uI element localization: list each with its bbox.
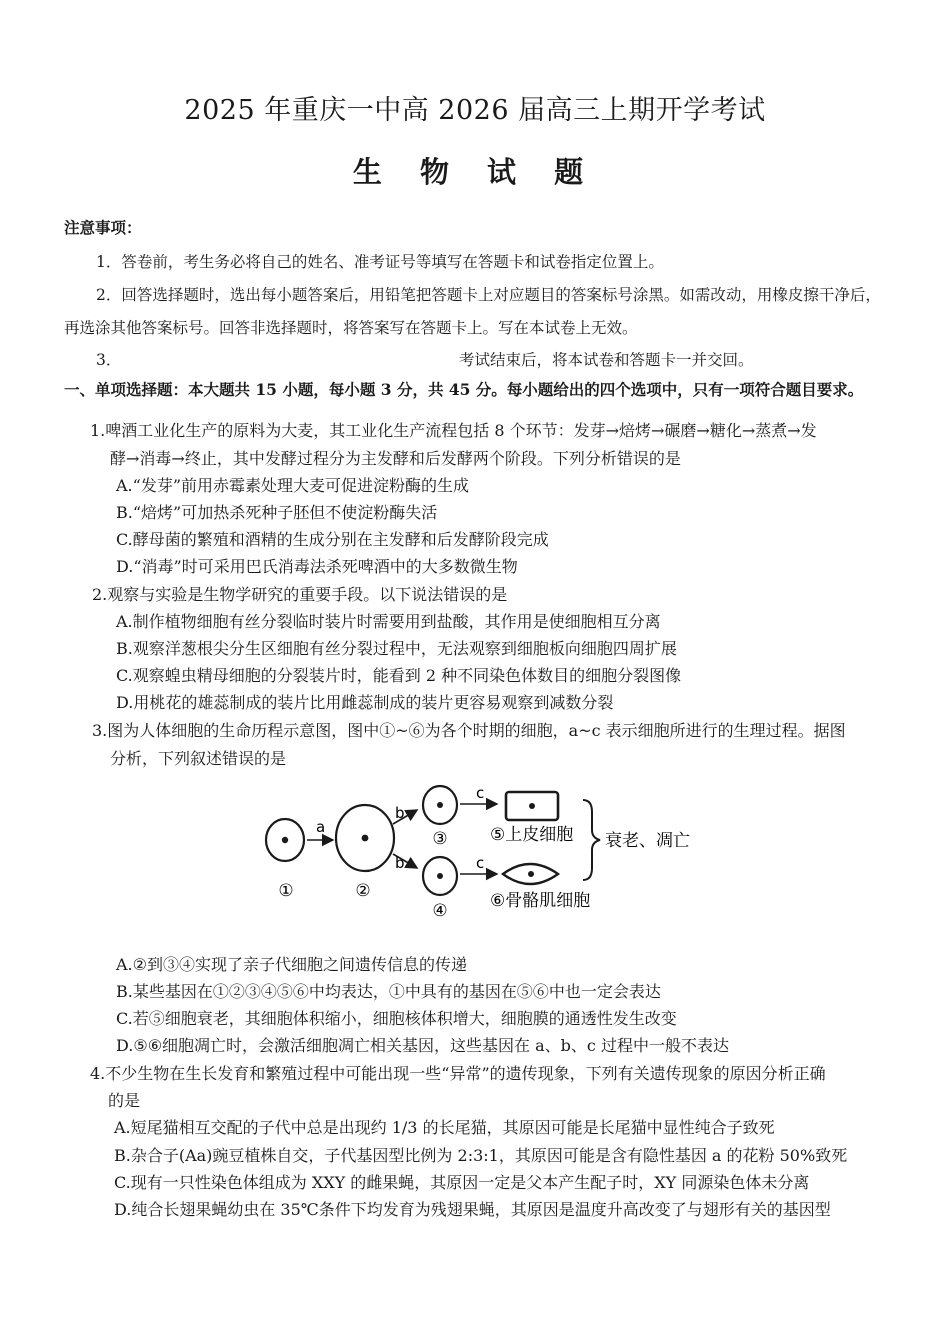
- q1-option-c: C.酵母菌的繁殖和酒精的生成分别在主发酵和后发酵阶段完成: [116, 530, 549, 549]
- q2-stem: 2.观察与实验是生物学研究的重要手段。以下说法错误的是: [92, 585, 508, 604]
- q3-option-a: A.②到③④实现了亲子代细胞之间遗传信息的传递: [116, 955, 467, 974]
- q2-option-c: C.观察蝗虫精母细胞的分裂装片时，能看到 2 种不同染色体数目的细胞分裂图像: [116, 666, 682, 685]
- q3-option-b: B.某些基因在①②③④⑤⑥中均表达，①中具有的基因在⑤⑥中也一定会表达: [116, 982, 661, 1001]
- brace: [583, 800, 600, 880]
- note-3-number: 3．: [96, 351, 122, 369]
- note-3-text: 考试结束后，将本试卷和答题卡一并交回。: [459, 351, 754, 369]
- arrow-c-lower-label: c: [476, 854, 485, 872]
- cell-5-nucleus: [529, 803, 535, 809]
- cell-4-nucleus: [437, 873, 443, 879]
- brace-label: 衰老、凋亡: [605, 831, 690, 851]
- arrow-c-upper-label: c: [476, 784, 485, 802]
- q1-option-b: B.“焙烤”可加热杀死种子胚但不使淀粉酶失活: [116, 503, 438, 522]
- q1-option-d: D.“消毒”时可采用巴氏消毒法杀死啤酒中的大多数微生物: [116, 557, 518, 576]
- cell-5-label: ⑤上皮细胞: [490, 825, 574, 845]
- q3-stem-line2: 分析，下列叙述错误的是: [110, 749, 287, 768]
- q3-option-c: C.若⑤细胞衰老，其细胞体积缩小，细胞核体积增大，细胞膜的通透性发生改变: [116, 1009, 677, 1028]
- cell-6-label: ⑥骨骼肌细胞: [490, 891, 591, 911]
- note-2-line2: 再选涂其他答案标号。回答非选择题时，将答案写在答题卡上。写在本试卷上无效。: [64, 319, 638, 337]
- q3-option-d: D.⑤⑥细胞凋亡时，会激活细胞凋亡相关基因，这些基因在 a、b、c 过程中一般不表达: [116, 1036, 729, 1055]
- cell-3-nucleus: [437, 802, 443, 808]
- q4-option-d: D.纯合长翅果蝇幼虫在 35℃条件下均发育为残翅果蝇，其原因是温度升高改变了与翅形有关的基因型: [114, 1200, 831, 1219]
- cell-lifecycle-diagram: [250, 780, 710, 930]
- q2-option-a: A.制作植物细胞有丝分裂临时装片时需要用到盐酸，其作用是使细胞相互分离: [116, 612, 661, 631]
- q2-option-b: B.观察洋葱根尖分生区细胞有丝分裂过程中，无法观察到细胞板向细胞四周扩展: [116, 639, 677, 658]
- q1-stem-line2: 酵→消毒→终止，其中发酵过程分为主发酵和后发酵两个阶段。下列分析错误的是: [110, 449, 681, 468]
- q4-option-c: C.现有一只性染色体组成为 XXY 的雌果蝇，其原因一定是父本产生配子时，XY 同源染色体未分离: [114, 1173, 810, 1192]
- section-heading: 一、单项选择题：本大题共 15 小题，每小题 3 分，共 45 分。每小题给出的四个选项中，只有一项符合题目要求。: [64, 380, 864, 399]
- subject-title: 生 物 试 题: [352, 155, 598, 189]
- q1-option-a: A.“发芽”前用赤霉素处理大麦可促进淀粉酶的生成: [116, 476, 470, 495]
- cell-2-nucleus: [362, 835, 369, 842]
- cell-2-label: ②: [355, 881, 371, 901]
- cell-1-label: ①: [278, 881, 294, 901]
- note-2-line1: 2．回答选择题时，选出每小题答案后，用铅笔把答题卡上对应题目的答案标号涂黑。如需改动，用橡皮擦干净后，: [96, 286, 881, 304]
- cell-6-nucleus: [528, 871, 534, 877]
- arrow-b-lower-label: b: [395, 854, 405, 872]
- notes-heading: 注意事项：: [64, 218, 142, 237]
- cell-3-label: ③: [432, 829, 448, 849]
- q1-stem-line1: 1.啤酒工业化生产的原料为大麦，其工业化生产流程包括 8 个环节：发芽→焙烤→碾磨→糖化→蒸煮→发: [90, 421, 817, 440]
- q4-stem-line2: 的是: [108, 1091, 141, 1110]
- note-1: 1．答卷前，考生务必将自己的姓名、准考证号等填写在答题卡和试卷指定位置上。: [96, 253, 664, 271]
- exam-title: 2025 年重庆一中高 2026 届高三上期开学考试: [184, 95, 766, 126]
- arrow-b-upper-label: b: [395, 804, 405, 822]
- q4-option-b: B.杂合子(Aa)豌豆植株自交，子代基因型比例为 2:3:1，其原因可能是含有隐性基因 a 的花粉 50%致死: [114, 1146, 848, 1165]
- q4-stem-line1: 4.不少生物在生长发育和繁殖过程中可能出现一些“异常”的遗传现象，下列有关遗传现象的原因分析正确: [90, 1064, 826, 1083]
- cell-4-label: ④: [432, 901, 448, 921]
- q3-stem-line1: 3.图为人体细胞的生命历程示意图，图中①~⑥为各个时期的细胞，a~c 表示细胞所进行的生理过程。据图: [92, 721, 846, 740]
- cell-1-nucleus: [282, 837, 288, 843]
- q4-option-a: A.短尾猫相互交配的子代中总是出现约 1/3 的长尾猫，其原因可能是长尾猫中显性纯合子致死: [114, 1118, 775, 1137]
- arrow-a-label: a: [316, 818, 326, 836]
- q2-option-d: D.用桃花的雄蕊制成的装片比用雌蕊制成的装片更容易观察到减数分裂: [116, 693, 614, 712]
